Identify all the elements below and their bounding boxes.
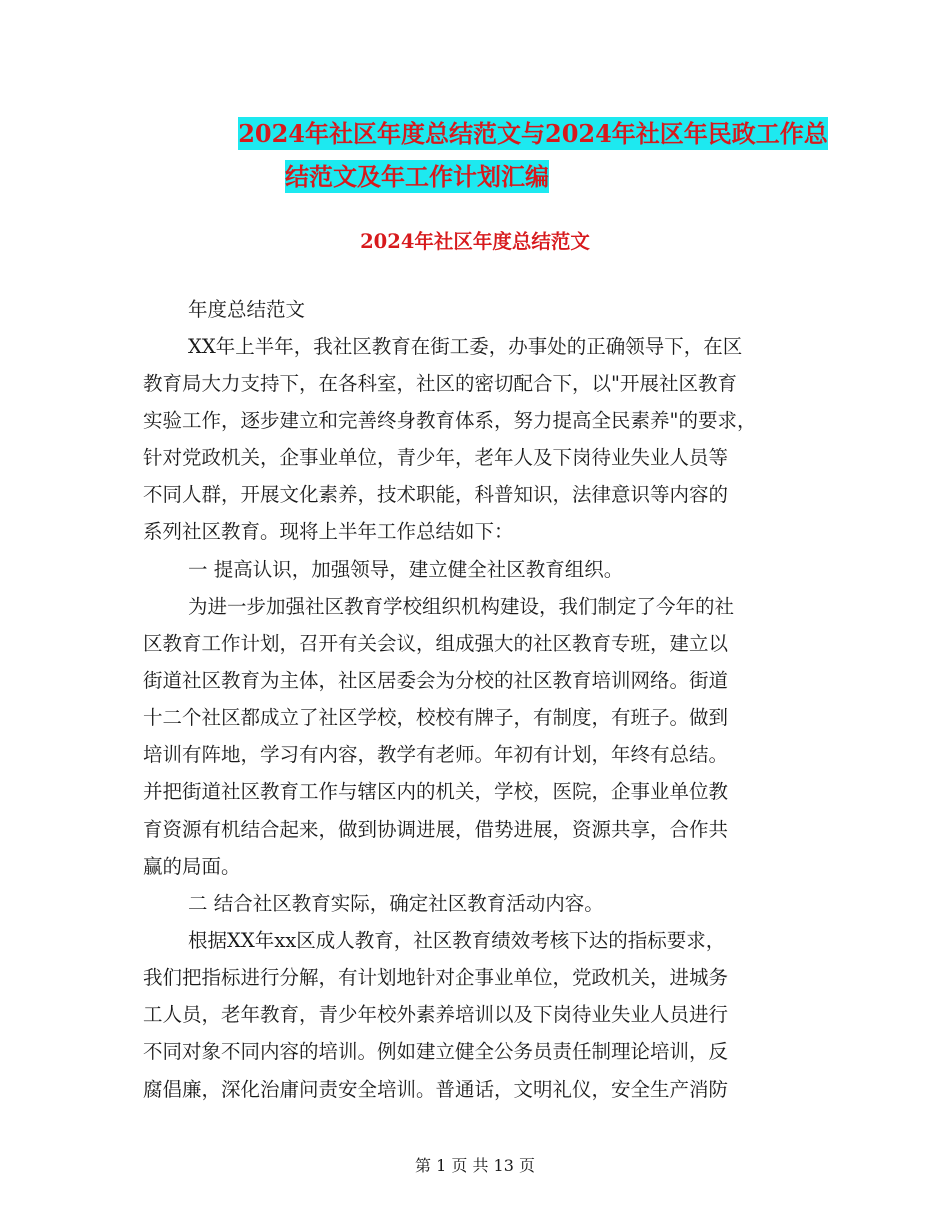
body-line: 不同人群，开展文化素养，技术职能，科普知识，法律意识等内容的: [143, 483, 729, 506]
body-line: 为进一步加强社区教育学校组织机构建设，我们制定了今年的社: [188, 595, 735, 618]
body-line: 培训有阵地，学习有内容，教学有老师。年初有计划，年终有总结。: [143, 743, 729, 766]
document-title-line-1: [58, 114, 950, 149]
body-line: 并把街道社区教育工作与辖区内的机关，学校，医院，企事业单位教: [143, 780, 729, 803]
body-line: 十二个社区都成立了社区学校，校校有牌子，有制度，有班子。做到: [143, 706, 729, 729]
body-line: 二 结合社区教育实际，确定社区教育活动内容。: [188, 892, 604, 915]
body-line: 教育局大力支持下，在各科室，社区的密切配合下，以"开展社区教育: [143, 372, 737, 395]
body-line: 赢的局面。: [143, 855, 241, 878]
body-line: XX年上半年，我社区教育在街工委，办事处的正确领导下，在区: [188, 335, 743, 358]
section-heading: 2024年社区年度总结范文: [360, 230, 590, 253]
body-line: 育资源有机结合起来，做到协调进展，借势进展，资源共享，合作共: [143, 818, 729, 841]
body-line: 街道社区教育为主体，社区居委会为分校的社区教育培训网络。街道: [143, 669, 729, 692]
body-line: 根据XX年xx区成人教育，社区教育绩效考核下达的指标要求，: [188, 929, 726, 952]
body-line: 工人员，老年教育，青少年校外素养培训以及下岗待业失业人员进行: [143, 1003, 729, 1026]
body-line: 我们把指标进行分解，有计划地针对企事业单位，党政机关，进城务: [143, 966, 729, 989]
title-highlight-2: 结范文及年工作计划汇编: [285, 162, 549, 191]
body-line: 实验工作，逐步建立和完善终身教育体系，努力提高全民素养"的要求，: [143, 409, 757, 432]
title-highlight-1: 2024年社区年度总结范文与2024年社区年民政工作总: [238, 119, 828, 148]
body-line: 年度总结范文: [188, 298, 306, 321]
body-line: 腐倡廉，深化治庸问责安全培训。普通话，文明礼仪，安全生产消防: [143, 1078, 729, 1101]
body-line: 不同对象不同内容的培训。例如建立健全公务员责任制理论培训，反: [143, 1040, 729, 1063]
body-line: 针对党政机关，企事业单位，青少年，老年人及下岗待业失业人员等: [143, 446, 729, 469]
body-line: 系列社区教育。现将上半年工作总结如下：: [143, 520, 514, 543]
body-line: 区教育工作计划，召开有关会议，组成强大的社区教育专班，建立以: [143, 632, 729, 655]
page-number-footer: 第 1 页 共 13 页: [415, 1156, 535, 1175]
body-line: 一 提高认识，加强领导，建立健全社区教育组织。: [188, 558, 624, 581]
document-title-line-2: [0, 157, 892, 192]
